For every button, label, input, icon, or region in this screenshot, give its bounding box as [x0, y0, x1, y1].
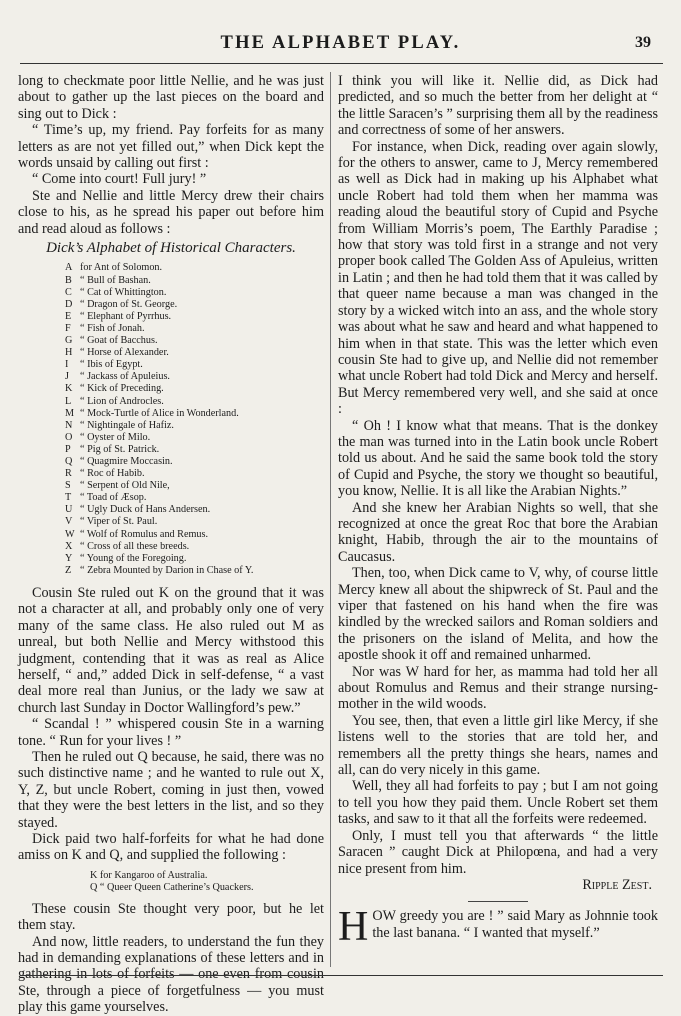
paragraph: long to checkmate poor little Nellie, and he was just about to gather up the last pieces on the board and sing out to Dick :	[18, 73, 324, 122]
paragraph: “ Come into court! Full jury! ”	[32, 171, 207, 188]
alphabet-entry	[65, 468, 324, 480]
alphabet-list	[65, 262, 324, 576]
alphabet-text: “ Nightingale of Hafiz.	[80, 419, 174, 431]
story-paragraph	[338, 904, 658, 951]
alphabet-text: “ Elephant of Pyrrhus.	[80, 310, 172, 322]
alphabet-entry	[65, 553, 324, 565]
alphabet-letter: U	[65, 504, 73, 516]
paragraph: Ste and Nellie and little Mercy drew their chairs close to his, as he spread his paper out before him and read aloud as follows :	[18, 187, 324, 237]
kq-item: Q “ Queer Queen Catherine’s Quackers.	[90, 882, 254, 894]
paragraph: Dick paid two half-forfeits for what he had done amiss on K and Q, and supplied the following :	[18, 831, 324, 864]
alphabet-entry	[65, 347, 324, 359]
column-divider	[330, 72, 331, 967]
alphabet-entry	[65, 359, 324, 371]
paragraph: These cousin Ste thought very poor, but he let them stay.	[18, 900, 324, 934]
alphabet-letter: C	[65, 286, 72, 298]
alphabet-entry	[65, 432, 324, 444]
alphabet-text: “ Ibis of Egypt.	[80, 359, 143, 371]
paragraph: Only, I must tell you that afterwards “ the little Saracen ” caught Dick at Philopœna, and had a very nice present from him.	[338, 827, 658, 877]
alphabet-letter: N	[65, 419, 73, 431]
paragraph: And now, little readers, to understand the fun they had in demanding explanations of these letters and in gathering in lots of forfeits — one even from cousin Ste, through a piece of forgetfulness — you must play this game yourselves.	[18, 933, 324, 1016]
alphabet-letter: L	[65, 395, 72, 407]
alphabet-letter: G	[65, 335, 73, 347]
alphabet-entry	[65, 408, 324, 420]
alphabet-text: “ Ugly Duck of Hans Andersen.	[80, 504, 211, 516]
alphabet-text: “ Roc of Habib.	[80, 468, 145, 480]
alphabet-letter: M	[65, 407, 75, 419]
alphabet-letter: W	[65, 528, 75, 540]
alphabet-entry	[65, 504, 324, 516]
alphabet-text: “ Fish of Jonah.	[80, 322, 145, 334]
drop-cap: H	[338, 904, 369, 951]
kq-list	[90, 870, 324, 895]
alphabet-letter: T	[65, 492, 72, 504]
alphabet-text: “ Zebra Mounted by Darion in Chase of Y.	[80, 564, 254, 576]
kq-item: K for Kangaroo of Australia.	[90, 869, 208, 881]
running-title: THE ALPHABET PLAY.	[220, 33, 461, 53]
alphabet-text: “ Quagmire Moccasin.	[80, 455, 173, 467]
page-number: 39	[635, 34, 651, 51]
alphabet-letter: J	[65, 371, 69, 383]
alphabet-entry	[65, 287, 324, 299]
alphabet-entry	[65, 516, 324, 528]
alphabet-letter: Y	[65, 552, 73, 564]
alphabet-entry	[65, 456, 324, 468]
alphabet-text: “ Bull of Bashan.	[80, 274, 151, 286]
paragraph: Nor was W hard for her, as mamma had told her all about Romulus and Remus and their strange nursing-mother in the wild woods.	[338, 663, 658, 713]
alphabet-letter: D	[65, 298, 73, 310]
alphabet-letter: Q	[65, 455, 73, 467]
alphabet-text: “ Oyster of Milo.	[80, 431, 151, 443]
paragraph: I think you will like it. Nellie did, as Dick had predicted, and so much the better from her delight at “ the little Saracen’s ” surprising them all by the readiness and correctness of some of her answers.	[338, 73, 658, 139]
alphabet-text: “ Mock-Turtle of Alice in Wonderland.	[80, 407, 239, 419]
alphabet-letter: Z	[65, 564, 72, 576]
alphabet-entry	[65, 311, 324, 323]
alphabet-letter: P	[65, 443, 71, 455]
alphabet-entry	[65, 529, 324, 541]
alphabet-letter: H	[65, 347, 73, 359]
alphabet-text: “ Serpent of Old Nile,	[80, 480, 170, 492]
story-text: OW greedy you are ! ” said Mary as Johnnie took the last banana. “ I wanted that myself.”	[372, 908, 658, 941]
alphabet-letter: V	[65, 516, 73, 528]
alphabet-text: “ Kick of Preceding.	[80, 383, 164, 395]
alphabet-text: “ Young of the Foregoing.	[80, 552, 187, 564]
alphabet-text: “ Jackass of Apuleius.	[80, 371, 170, 383]
alphabet-entry	[65, 541, 324, 553]
alphabet-entry	[65, 480, 324, 492]
alphabet-entry	[65, 383, 324, 395]
running-header	[0, 30, 681, 60]
paragraph: Well, they all had forfeits to pay ; but I am not going to tell you how they paid them. Uncle Robert set them tasks, and saw to it that all the forfeits were redeemed.	[338, 778, 658, 828]
alphabet-text: for Ant of Solomon.	[80, 262, 163, 274]
header-rule	[20, 63, 663, 64]
alphabet-letter: E	[65, 310, 72, 322]
alphabet-entry	[65, 275, 324, 287]
alphabet-text: “ Dragon of St. George.	[80, 298, 178, 310]
alphabet-letter: O	[65, 431, 73, 443]
alphabet-letter: F	[65, 322, 71, 334]
alphabet-entry	[65, 299, 324, 311]
alphabet-text: “ Wolf of Romulus and Remus.	[80, 528, 209, 540]
alphabet-text: “ Viper of St. Paul.	[80, 516, 158, 528]
alphabet-text: “ Lion of Androcles.	[80, 395, 164, 407]
alphabet-letter: S	[65, 480, 71, 492]
alphabet-entry	[65, 420, 324, 432]
alphabet-entry	[65, 323, 324, 335]
footer-rule	[20, 975, 663, 976]
story-separator	[468, 901, 528, 902]
right-column	[338, 73, 658, 951]
alphabet-letter: X	[65, 540, 73, 552]
alphabet-letter: I	[65, 359, 69, 371]
alphabet-letter: B	[65, 274, 72, 286]
alphabet-entry	[65, 396, 324, 408]
alphabet-text: “ Goat of Bacchus.	[80, 335, 158, 347]
alphabet-letter: R	[65, 468, 72, 480]
paragraph: You see, then, that even a little girl like Mercy, if she listens well to the stories that are told her, and remembers all the pretty things she hears, names and all, can do very nicely in this game.	[338, 712, 658, 779]
alphabet-letter: K	[65, 383, 73, 395]
alphabet-entry	[65, 492, 324, 504]
alphabet-entry	[65, 262, 324, 274]
paragraph: Then he ruled out Q because, he said, there was no such distinctive name ; and he wanted to rule out X, Y, Z, but uncle Robert, coming in just then, vowed that they were the best letters in the list, and so they stayed.	[18, 748, 324, 831]
alphabet-entry	[65, 371, 324, 383]
paragraph: And she knew her Arabian Nights so well, that she recognized at once the great Roc that bore the Arabian knight, Habib, through the air to the mountains of Caucasus.	[338, 499, 658, 565]
alphabet-text: “ Cross of all these breeds.	[80, 540, 190, 552]
paragraph: “ Oh ! I know what that means. That is the donkey the man was turned into in the Latin book uncle Robert told us about. And he said the same book told the story of Cupid and Psyche, the story we thought so beautiful, you know, Nellie. It is all like the Arabian Nights.”	[338, 417, 658, 500]
alphabet-entry	[65, 444, 324, 456]
alphabet-text: “ Horse of Alexander.	[80, 347, 169, 359]
paragraph: “ Scandal ! ” whispered cousin Ste in a warning tone. “ Run for your lives ! ”	[18, 716, 324, 749]
paragraph: Then, too, when Dick came to V, why, of course little Mercy knew all about the shipwreck of St. Paul and the viper that fastened on his hand when the fire was kindled by the wrecked sailors and Roman soldiers and the prisoners on the island of Melita, and how the apostle shook it off and remained unharmed.	[338, 565, 658, 664]
alphabet-entry	[65, 335, 324, 347]
left-column	[18, 73, 324, 1016]
alphabet-letter: A	[65, 262, 73, 274]
author-signature: Ripple Zest.	[582, 876, 652, 893]
paragraph: “ Time’s up, my friend. Pay forfeits for as many letters as are not yet filled out,” when Dick kept the words unsaid by calling out first :	[18, 122, 324, 172]
paragraph: Cousin Ste ruled out K on the ground that it was not a character at all, and probably only one of very many of the same class. He also ruled out M as unreal, but both Nellie and Mercy withstood this judgment, contending that it was as real as Alice herself, “ and,” added Dick in self-defense, “ a vast deal more real than Junius, or the lady we saw at church last Sunday in Doctor Wallingford’s pew.”	[18, 584, 324, 716]
paragraph: For instance, when Dick, reading over again slowly, for the others to answer, came to J, Mercy remembered as well as Dick had in making up his Alphabet what uncle Robert had told them when her mamma was reading aloud the beautiful story of Cupid and Psyche from William Morris’s poem, The Earthly Paradise ; how that story was told first in a strange and not very proper book called The Golden Ass of Apuleius, written in Latin ; and then he had told them that it was called by that queer name because a man was changed in the story by a wicked witch into an ass, and the whole story was about what he saw and heard and what happened to him when in that state. This was the letter which even cousin Ste had to give up, and Nellie did not remember what uncle Robert had told Dick and Mercy and herself. But Mercy remembered very well, and she said at once :	[338, 138, 658, 418]
alphabet-text: “ Toad of Æsop.	[80, 492, 147, 504]
alphabet-text: “ Cat of Whittington.	[80, 286, 167, 298]
alphabet-title: Dick’s Alphabet of Historical Characters.	[46, 240, 296, 257]
alphabet-entry	[65, 565, 324, 577]
alphabet-text: “ Pig of St. Patrick.	[80, 443, 160, 455]
